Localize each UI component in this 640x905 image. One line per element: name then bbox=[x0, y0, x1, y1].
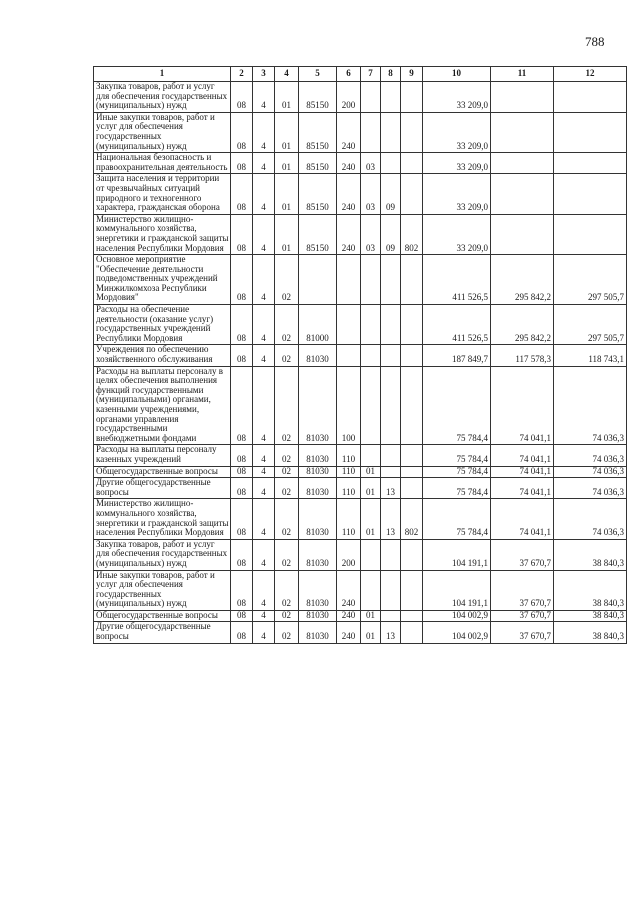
cell-program: 4 bbox=[253, 539, 275, 570]
cell-expense-type: 240 bbox=[337, 153, 361, 174]
cell-subsection: 09 bbox=[381, 174, 401, 214]
column-header: 9 bbox=[401, 67, 423, 82]
cell-expense-type: 200 bbox=[337, 539, 361, 570]
cell-amount-1: 33 209,0 bbox=[423, 112, 491, 152]
row-name: Иные закупки товаров, работ и услуг для обеспечения государственных (муниципальных) нужд bbox=[94, 570, 231, 610]
cell-amount-1: 33 209,0 bbox=[423, 82, 491, 113]
column-header: 5 bbox=[299, 67, 337, 82]
cell-program: 4 bbox=[253, 570, 275, 610]
column-header: 3 bbox=[253, 67, 275, 82]
cell-amount-2: 37 670,7 bbox=[491, 539, 554, 570]
cell-department bbox=[401, 112, 423, 152]
cell-department bbox=[401, 305, 423, 345]
cell-amount-3 bbox=[554, 112, 627, 152]
cell-subsection: 13 bbox=[381, 478, 401, 499]
table-header-row bbox=[94, 67, 627, 82]
row-name: Закупка товаров, работ и услуг для обеспечения государственных (муниципальных) нужд bbox=[94, 82, 231, 113]
cell-subsection bbox=[381, 539, 401, 570]
cell-event: 01 bbox=[275, 82, 299, 113]
cell-expense-type bbox=[337, 345, 361, 366]
cell-event: 01 bbox=[275, 153, 299, 174]
cell-section bbox=[361, 445, 381, 466]
cell-amount-3 bbox=[554, 153, 627, 174]
cell-section: 03 bbox=[361, 214, 381, 254]
cell-subsection: 09 bbox=[381, 214, 401, 254]
cell-ministry: 08 bbox=[231, 539, 253, 570]
cell-direction: 81030 bbox=[299, 478, 337, 499]
column-header: 12 bbox=[554, 67, 627, 82]
cell-amount-3 bbox=[554, 174, 627, 214]
cell-direction: 85150 bbox=[299, 112, 337, 152]
cell-event: 01 bbox=[275, 214, 299, 254]
cell-amount-3: 38 840,3 bbox=[554, 570, 627, 610]
cell-program: 4 bbox=[253, 255, 275, 305]
cell-expense-type bbox=[337, 305, 361, 345]
table-row bbox=[94, 570, 627, 610]
row-name: Общегосударственные вопросы bbox=[94, 610, 231, 622]
cell-section bbox=[361, 570, 381, 610]
cell-amount-1: 104 191,1 bbox=[423, 570, 491, 610]
cell-amount-1: 187 849,7 bbox=[423, 345, 491, 366]
cell-event: 02 bbox=[275, 466, 299, 478]
cell-direction: 81030 bbox=[299, 345, 337, 366]
cell-ministry: 08 bbox=[231, 255, 253, 305]
cell-event: 02 bbox=[275, 622, 299, 643]
cell-amount-3: 297 505,7 bbox=[554, 305, 627, 345]
row-name: Национальная безопасность и правоохранительная деятельность bbox=[94, 153, 231, 174]
table-row bbox=[94, 174, 627, 214]
cell-section: 01 bbox=[361, 478, 381, 499]
cell-section bbox=[361, 539, 381, 570]
cell-amount-2 bbox=[491, 214, 554, 254]
cell-section bbox=[361, 82, 381, 113]
row-name: Защита населения и территории от чрезвычайных ситуаций природного и техногенного характера, гражданская оборона bbox=[94, 174, 231, 214]
cell-ministry: 08 bbox=[231, 570, 253, 610]
cell-ministry: 08 bbox=[231, 112, 253, 152]
table-row bbox=[94, 478, 627, 499]
cell-amount-2: 74 041,1 bbox=[491, 445, 554, 466]
table-row bbox=[94, 345, 627, 366]
cell-subsection bbox=[381, 570, 401, 610]
cell-ministry: 08 bbox=[231, 305, 253, 345]
column-header: 10 bbox=[423, 67, 491, 82]
cell-program: 4 bbox=[253, 478, 275, 499]
cell-subsection bbox=[381, 345, 401, 366]
cell-amount-3 bbox=[554, 82, 627, 113]
cell-section bbox=[361, 112, 381, 152]
cell-department bbox=[401, 174, 423, 214]
table-row bbox=[94, 366, 627, 445]
cell-amount-1: 104 191,1 bbox=[423, 539, 491, 570]
cell-amount-2: 74 041,1 bbox=[491, 499, 554, 539]
cell-direction: 81030 bbox=[299, 539, 337, 570]
table-row bbox=[94, 499, 627, 539]
cell-ministry: 08 bbox=[231, 445, 253, 466]
table-row bbox=[94, 622, 627, 643]
cell-department bbox=[401, 345, 423, 366]
cell-program: 4 bbox=[253, 153, 275, 174]
table-row bbox=[94, 112, 627, 152]
cell-amount-3: 74 036,3 bbox=[554, 445, 627, 466]
cell-amount-2: 37 670,7 bbox=[491, 610, 554, 622]
cell-subsection bbox=[381, 112, 401, 152]
cell-department bbox=[401, 366, 423, 445]
cell-subsection: 13 bbox=[381, 622, 401, 643]
cell-amount-1: 75 784,4 bbox=[423, 466, 491, 478]
cell-expense-type: 110 bbox=[337, 445, 361, 466]
cell-event: 02 bbox=[275, 345, 299, 366]
table-row bbox=[94, 153, 627, 174]
cell-amount-1: 75 784,4 bbox=[423, 445, 491, 466]
page-number: 788 bbox=[585, 34, 605, 49]
cell-amount-2: 37 670,7 bbox=[491, 622, 554, 643]
cell-section bbox=[361, 305, 381, 345]
cell-amount-1: 33 209,0 bbox=[423, 153, 491, 174]
table-row bbox=[94, 214, 627, 254]
cell-program: 4 bbox=[253, 345, 275, 366]
cell-event: 02 bbox=[275, 366, 299, 445]
cell-event: 02 bbox=[275, 478, 299, 499]
cell-ministry: 08 bbox=[231, 499, 253, 539]
row-name: Расходы на выплаты персоналу в целях обеспечения выполнения функций государственными (муниципальными) органами, казенными учреждениями, органами управления государственными внебюджетными фондами bbox=[94, 366, 231, 445]
cell-direction: 85150 bbox=[299, 153, 337, 174]
cell-amount-2: 37 670,7 bbox=[491, 570, 554, 610]
cell-section: 01 bbox=[361, 622, 381, 643]
row-name: Иные закупки товаров, работ и услуг для обеспечения государственных (муниципальных) нужд bbox=[94, 112, 231, 152]
cell-section: 01 bbox=[361, 610, 381, 622]
column-header: 4 bbox=[275, 67, 299, 82]
row-name: Общегосударственные вопросы bbox=[94, 466, 231, 478]
column-header: 7 bbox=[361, 67, 381, 82]
cell-subsection bbox=[381, 153, 401, 174]
cell-subsection bbox=[381, 445, 401, 466]
cell-ministry: 08 bbox=[231, 366, 253, 445]
cell-section: 03 bbox=[361, 153, 381, 174]
cell-amount-2: 74 041,1 bbox=[491, 466, 554, 478]
cell-subsection: 13 bbox=[381, 499, 401, 539]
row-name: Учреждения по обеспечению хозяйственного обслуживания bbox=[94, 345, 231, 366]
cell-ministry: 08 bbox=[231, 610, 253, 622]
cell-department bbox=[401, 466, 423, 478]
cell-amount-3: 74 036,3 bbox=[554, 478, 627, 499]
row-name: Министерство жилищно-коммунального хозяйства, энергетики и гражданской защиты населения Республики Мордовия bbox=[94, 499, 231, 539]
cell-event: 01 bbox=[275, 112, 299, 152]
cell-amount-1: 75 784,4 bbox=[423, 478, 491, 499]
cell-expense-type: 200 bbox=[337, 82, 361, 113]
cell-event: 01 bbox=[275, 174, 299, 214]
cell-event: 02 bbox=[275, 570, 299, 610]
cell-event: 02 bbox=[275, 539, 299, 570]
cell-subsection bbox=[381, 610, 401, 622]
cell-ministry: 08 bbox=[231, 466, 253, 478]
cell-direction: 81030 bbox=[299, 570, 337, 610]
cell-event: 02 bbox=[275, 610, 299, 622]
cell-program: 4 bbox=[253, 466, 275, 478]
cell-amount-2 bbox=[491, 82, 554, 113]
cell-ministry: 08 bbox=[231, 82, 253, 113]
cell-amount-1: 33 209,0 bbox=[423, 174, 491, 214]
cell-department: 802 bbox=[401, 214, 423, 254]
cell-program: 4 bbox=[253, 174, 275, 214]
table-row bbox=[94, 82, 627, 113]
column-header: 8 bbox=[381, 67, 401, 82]
cell-subsection bbox=[381, 82, 401, 113]
cell-department bbox=[401, 478, 423, 499]
cell-event: 02 bbox=[275, 305, 299, 345]
cell-direction: 85150 bbox=[299, 174, 337, 214]
cell-direction: 81030 bbox=[299, 622, 337, 643]
cell-event: 02 bbox=[275, 255, 299, 305]
cell-direction: 85150 bbox=[299, 214, 337, 254]
cell-expense-type: 110 bbox=[337, 466, 361, 478]
row-name: Расходы на выплаты персоналу казенных учреждений bbox=[94, 445, 231, 466]
row-name: Расходы на обеспечение деятельности (оказание услуг) государственных учреждений Республики Мордовия bbox=[94, 305, 231, 345]
cell-amount-1: 411 526,5 bbox=[423, 305, 491, 345]
cell-amount-2: 295 842,2 bbox=[491, 305, 554, 345]
cell-amount-3: 38 840,3 bbox=[554, 622, 627, 643]
cell-section: 01 bbox=[361, 466, 381, 478]
column-header: 6 bbox=[337, 67, 361, 82]
cell-amount-2 bbox=[491, 112, 554, 152]
budget-table bbox=[93, 66, 627, 644]
cell-direction: 81030 bbox=[299, 445, 337, 466]
cell-amount-2 bbox=[491, 174, 554, 214]
table-row bbox=[94, 305, 627, 345]
cell-amount-1: 411 526,5 bbox=[423, 255, 491, 305]
cell-ministry: 08 bbox=[231, 345, 253, 366]
column-header: 2 bbox=[231, 67, 253, 82]
cell-program: 4 bbox=[253, 305, 275, 345]
cell-subsection bbox=[381, 466, 401, 478]
cell-direction: 81030 bbox=[299, 610, 337, 622]
cell-program: 4 bbox=[253, 82, 275, 113]
cell-ministry: 08 bbox=[231, 174, 253, 214]
cell-amount-2 bbox=[491, 153, 554, 174]
cell-department bbox=[401, 610, 423, 622]
cell-expense-type: 110 bbox=[337, 499, 361, 539]
cell-amount-1: 33 209,0 bbox=[423, 214, 491, 254]
cell-program: 4 bbox=[253, 499, 275, 539]
cell-ministry: 08 bbox=[231, 214, 253, 254]
row-name: Другие общегосударственные вопросы bbox=[94, 622, 231, 643]
cell-direction: 81030 bbox=[299, 499, 337, 539]
cell-amount-1: 104 002,9 bbox=[423, 622, 491, 643]
table-row bbox=[94, 445, 627, 466]
cell-department bbox=[401, 445, 423, 466]
cell-program: 4 bbox=[253, 622, 275, 643]
cell-department bbox=[401, 539, 423, 570]
cell-amount-2: 74 041,1 bbox=[491, 366, 554, 445]
cell-program: 4 bbox=[253, 366, 275, 445]
cell-subsection bbox=[381, 366, 401, 445]
cell-program: 4 bbox=[253, 445, 275, 466]
cell-expense-type: 240 bbox=[337, 570, 361, 610]
cell-amount-2: 74 041,1 bbox=[491, 478, 554, 499]
cell-amount-1: 75 784,4 bbox=[423, 366, 491, 445]
cell-amount-1: 75 784,4 bbox=[423, 499, 491, 539]
cell-department bbox=[401, 255, 423, 305]
cell-expense-type: 110 bbox=[337, 478, 361, 499]
cell-amount-1: 104 002,9 bbox=[423, 610, 491, 622]
cell-amount-3: 38 840,3 bbox=[554, 610, 627, 622]
cell-department bbox=[401, 153, 423, 174]
cell-event: 02 bbox=[275, 499, 299, 539]
row-name: Закупка товаров, работ и услуг для обеспечения государственных (муниципальных) нужд bbox=[94, 539, 231, 570]
cell-amount-3: 297 505,7 bbox=[554, 255, 627, 305]
cell-expense-type: 240 bbox=[337, 214, 361, 254]
cell-ministry: 08 bbox=[231, 153, 253, 174]
cell-direction: 85150 bbox=[299, 82, 337, 113]
table-row bbox=[94, 255, 627, 305]
table-row bbox=[94, 539, 627, 570]
cell-department bbox=[401, 82, 423, 113]
cell-amount-2: 117 578,3 bbox=[491, 345, 554, 366]
cell-department bbox=[401, 622, 423, 643]
cell-amount-3 bbox=[554, 214, 627, 254]
cell-direction: 81030 bbox=[299, 466, 337, 478]
row-name: Основное мероприятие "Обеспечение деятельности подведомственных учреждений Минжилкомхоза Республики Мордовия" bbox=[94, 255, 231, 305]
cell-amount-3: 74 036,3 bbox=[554, 499, 627, 539]
cell-amount-3: 118 743,1 bbox=[554, 345, 627, 366]
cell-direction bbox=[299, 255, 337, 305]
cell-section: 03 bbox=[361, 174, 381, 214]
cell-direction: 81030 bbox=[299, 366, 337, 445]
cell-subsection bbox=[381, 255, 401, 305]
cell-ministry: 08 bbox=[231, 622, 253, 643]
cell-section bbox=[361, 366, 381, 445]
cell-amount-3: 74 036,3 bbox=[554, 366, 627, 445]
row-name: Министерство жилищно-коммунального хозяйства, энергетики и гражданской защиты населения Республики Мордовия bbox=[94, 214, 231, 254]
cell-expense-type: 240 bbox=[337, 174, 361, 214]
cell-subsection bbox=[381, 305, 401, 345]
cell-program: 4 bbox=[253, 610, 275, 622]
cell-section bbox=[361, 345, 381, 366]
column-header: 1 bbox=[94, 67, 231, 82]
cell-expense-type: 100 bbox=[337, 366, 361, 445]
cell-program: 4 bbox=[253, 112, 275, 152]
cell-program: 4 bbox=[253, 214, 275, 254]
cell-amount-3: 38 840,3 bbox=[554, 539, 627, 570]
column-header: 11 bbox=[491, 67, 554, 82]
row-name: Другие общегосударственные вопросы bbox=[94, 478, 231, 499]
cell-event: 02 bbox=[275, 445, 299, 466]
cell-expense-type: 240 bbox=[337, 610, 361, 622]
cell-section bbox=[361, 255, 381, 305]
table-row bbox=[94, 466, 627, 478]
cell-department: 802 bbox=[401, 499, 423, 539]
table-row bbox=[94, 610, 627, 622]
cell-ministry: 08 bbox=[231, 478, 253, 499]
cell-amount-2: 295 842,2 bbox=[491, 255, 554, 305]
cell-expense-type: 240 bbox=[337, 622, 361, 643]
cell-direction: 81000 bbox=[299, 305, 337, 345]
cell-expense-type bbox=[337, 255, 361, 305]
cell-expense-type: 240 bbox=[337, 112, 361, 152]
cell-department bbox=[401, 570, 423, 610]
cell-amount-3: 74 036,3 bbox=[554, 466, 627, 478]
cell-section: 01 bbox=[361, 499, 381, 539]
